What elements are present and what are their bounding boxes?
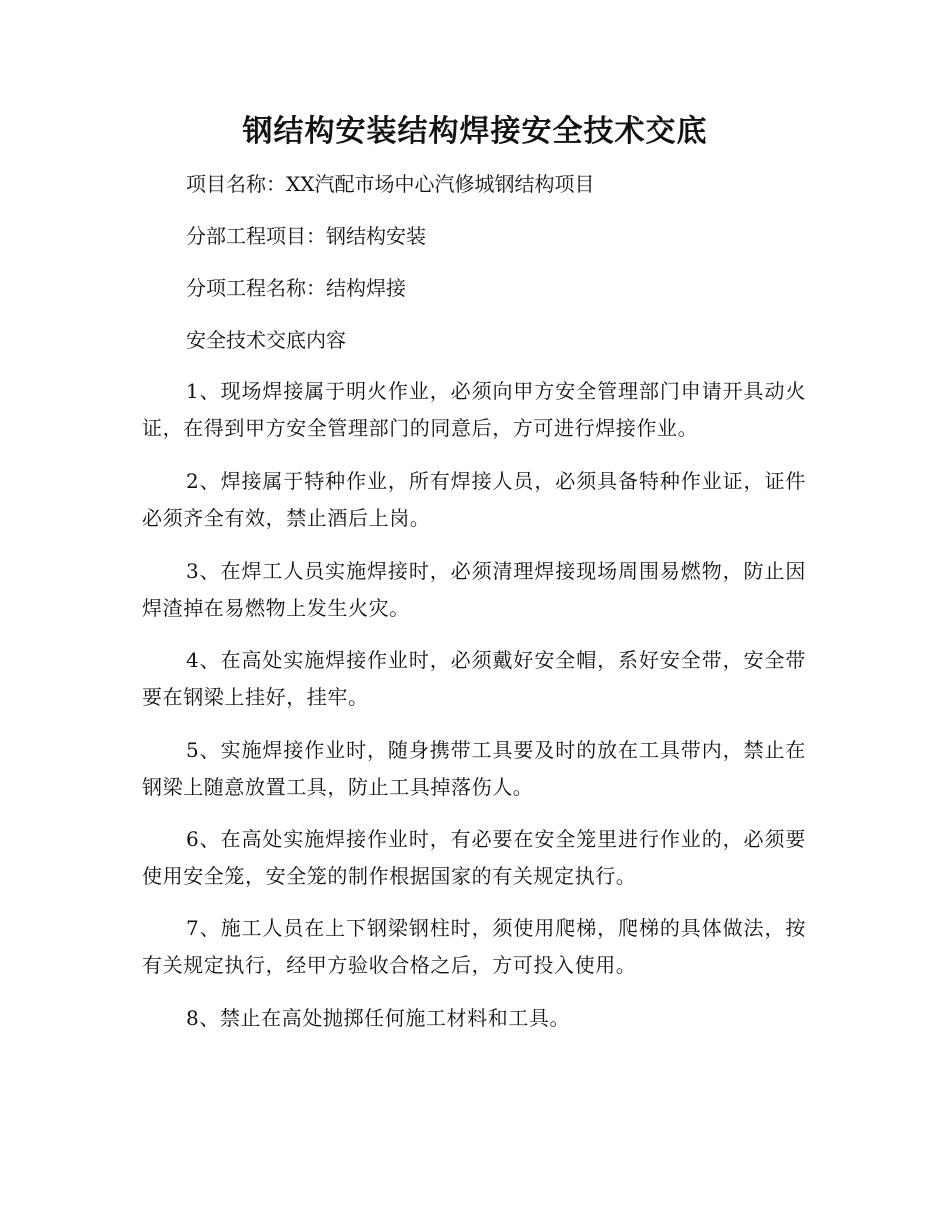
subitem-name: 分项工程名称：结构焊接 (186, 276, 406, 300)
safety-item-5: 5、实施焊接作业时，随身携带工具要及时的放在工具带内，禁止在钢梁上随意放置工具，防止工具掉落伤人。 (142, 738, 806, 799)
safety-item-4: 4、在高处实施焊接作业时，必须戴好安全帽，系好安全带，安全带要在钢梁上挂好，挂牢。 (142, 648, 806, 709)
section-heading: 安全技术交底内容 (186, 328, 346, 352)
division-project: 分部工程项目：钢结构安装 (186, 224, 426, 248)
safety-item-3: 3、在焊工人员实施焊接时，必须清理焊接现场周围易燃物，防止因焊渣掉在易燃物上发生火灾。 (142, 559, 806, 620)
safety-item-7: 7、施工人员在上下钢梁钢柱时，须使用爬梯，爬梯的具体做法，按有关规定执行，经甲方验收合格之后，方可投入使用。 (142, 916, 806, 977)
project-name: 项目名称：XX汽配市场中心汽修城钢结构项目 (186, 172, 595, 196)
document-title: 钢结构安装结构焊接安全技术交底 (242, 114, 708, 149)
safety-item-8: 8、禁止在高处抛掷任何施工材料和工具。 (186, 1006, 571, 1030)
safety-item-1: 1、现场焊接属于明火作业，必须向甲方安全管理部门申请开具动火证，在得到甲方安全管理部门的同意后，方可进行焊接作业。 (142, 379, 806, 440)
safety-item-2: 2、焊接属于特种作业，所有焊接人员，必须具备特种作业证，证件必须齐全有效，禁止酒后上岗。 (142, 469, 806, 530)
safety-item-6: 6、在高处实施焊接作业时，有必要在安全笼里进行作业的，必须要使用安全笼，安全笼的制作根据国家的有关规定执行。 (142, 827, 806, 888)
